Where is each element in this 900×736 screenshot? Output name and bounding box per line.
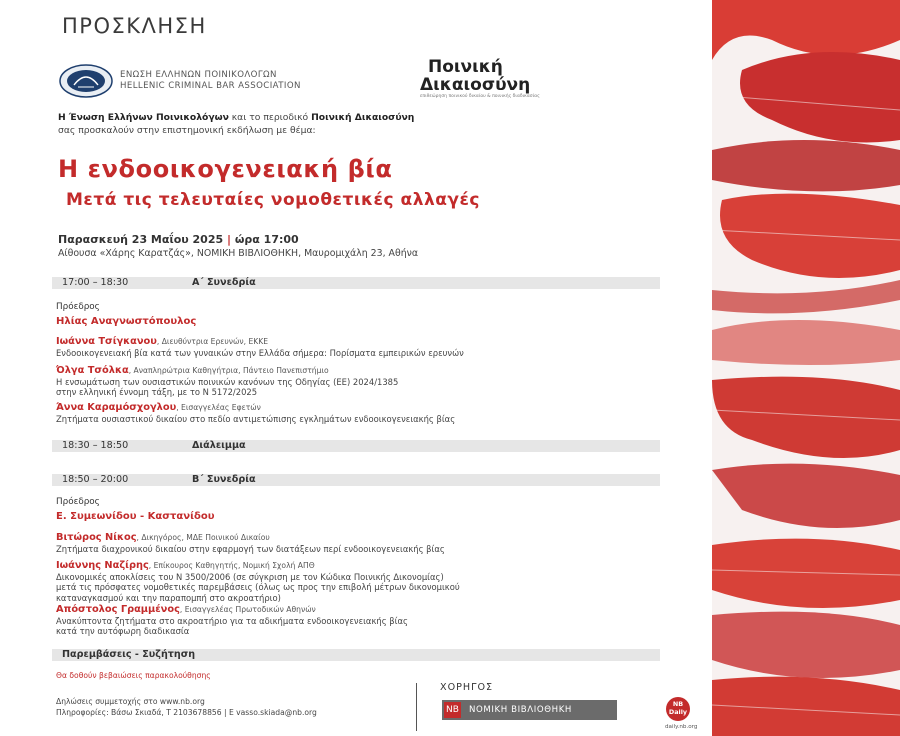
speaker-role: , Δικηγόρος, ΜΔΕ Ποινικού Δικαίου (136, 533, 270, 542)
sponsor-logo (442, 700, 617, 720)
footer-divider (416, 683, 417, 731)
date-separator: | (223, 233, 235, 246)
session2-chair-block (56, 497, 656, 522)
nb-daily-badge (666, 697, 690, 721)
speaker-name: Ιωάννης Ναζίρης (56, 560, 149, 571)
session2-bar (52, 474, 660, 486)
speaker-name: Άννα Καραμόσχογλου (56, 402, 177, 413)
intro-org: Η Ένωση Ελλήνων Ποινικολόγων (58, 112, 229, 123)
hcba-logo (58, 63, 301, 99)
certificates-note: Θα δοθούν βεβαιώσεις παρακολούθησης (56, 671, 211, 680)
speaker-block (56, 365, 656, 398)
session2-time: 18:50 – 20:00 (62, 474, 129, 485)
session2-chair-label: Πρόεδρος (56, 497, 100, 507)
session1-bar (52, 277, 660, 289)
intro-connector: και το περιοδικό (228, 112, 312, 123)
event-time: ώρα 17:00 (234, 233, 299, 246)
event-title: Η ενδοοικογενειακή βία (58, 155, 393, 183)
speaker-block (56, 336, 656, 358)
speaker-block (56, 560, 656, 603)
journal-logo-tagline: επιθεώρηση ποινικού δικαίου & ποινικής διαδικασίας (420, 94, 540, 99)
hcba-logo-line1: ΕΝΩΣΗ ΕΛΛΗΝΩΝ ΠΟΙΝΙΚΟΛΟΓΩΝ (120, 70, 277, 80)
contact-info: Πληροφορίες: Βάσω Σκιαδά, Τ 2103678856 | E vasso.skiada@nb.org (56, 708, 317, 717)
speaker-role: , Επίκουρος Καθηγητής, Νομική Σχολή ΑΠΘ (148, 561, 315, 570)
speaker-role: , Εισαγγελέας Εφετών (176, 403, 261, 412)
speaker-name: Απόστολος Γραμμένος (56, 604, 180, 615)
event-date-line (58, 233, 299, 246)
discussion-bar (52, 649, 660, 661)
speaker-topic: καταναγκασμού και την παραπομπή στο ακροατήριο) (56, 592, 281, 603)
speaker-topic: Δικονομικές αποκλίσεις του Ν 3500/2006 (σε σύγκριση με τον Κώδικα Ποινικής Δικονομίας) (56, 571, 444, 582)
speaker-topic: μετά τις πρόσφατες νομοθετικές παρεμβάσεις (όλως ως προς την επιβολή μέτρων δικονομικού (56, 582, 460, 592)
speaker-topic: Ζητήματα ουσιαστικού δικαίου στο πεδίο αντιμετώπισης εγκλημάτων ενδοοικογενειακής βίας (56, 413, 456, 424)
session1-time: 17:00 – 18:30 (62, 277, 129, 288)
sponsor-mark-icon: NB (444, 702, 461, 718)
hcba-emblem-icon (58, 63, 114, 99)
speaker-role: , Εισαγγελέας Πρωτοδικών Αθηνών (179, 605, 316, 614)
journal-logo-line1: Ποινική (428, 57, 503, 77)
nb-daily-url: daily.nb.org (665, 724, 698, 730)
session1-name: Α΄ Συνεδρία (192, 277, 256, 288)
speaker-topic: Ανακύπτοντα ζητήματα στο ακροατήριο για τα αδικήματα ενδοοικογενειακής βίας (56, 615, 408, 626)
speaker-topic: Η ενσωμάτωση των ουσιαστικών ποινικών κανόνων της Οδηγίας (ΕΕ) 2024/1385 (56, 376, 399, 387)
session1-chair-block (56, 302, 656, 327)
sponsor-label: ΧΟΡΗΓΟΣ (440, 682, 494, 693)
intro-line2: σας προσκαλούν στην επιστημονική εκδήλωση με θέμα: (58, 125, 316, 136)
nb-badge-line1: NB (672, 700, 684, 708)
brushstroke-artwork (712, 0, 900, 736)
journal-logo (414, 58, 540, 99)
event-date: Παρασκευή 23 Μαΐου 2025 (58, 233, 224, 246)
hcba-logo-line2: HELLENIC CRIMINAL BAR ASSOCIATION (120, 81, 301, 91)
speaker-name: Όλγα Τσόλκα (56, 365, 129, 376)
speaker-block (56, 402, 656, 424)
speaker-topic: κατά την αυτόφωρη διαδικασία (56, 626, 190, 636)
break-name: Διάλειμμα (192, 440, 246, 451)
session2-chair: Ε. Συμεωνίδου - Καστανίδου (56, 510, 215, 522)
discussion-name: Παρεμβάσεις - Συζήτηση (62, 649, 196, 660)
speaker-topic: στην ελληνική έννομη τάξη, με το Ν 5172/2025 (56, 387, 258, 397)
speaker-name: Βιτώρος Νίκος (56, 532, 137, 543)
break-bar (52, 440, 660, 452)
session1-chair: Ηλίας Αναγνωστόπουλος (56, 315, 197, 327)
session2-name: Β΄ Συνεδρία (192, 474, 256, 485)
event-subtitle: Μετά τις τελευταίες νομοθετικές αλλαγές (66, 190, 481, 210)
speaker-topic: Ενδοοικογενειακή βία κατά των γυναικών στην Ελλάδα σήμερα: Πορίσματα εμπειρικών ερευνών (56, 347, 464, 358)
speaker-role: , Διευθύντρια Ερευνών, ΕΚΚΕ (156, 337, 269, 346)
nb-badge-line2: Daily (668, 707, 688, 716)
speaker-block (56, 532, 656, 554)
intro-text (58, 111, 414, 137)
event-venue: Αίθουσα «Χάρης Καρατζάς», ΝΟΜΙΚΗ ΒΙΒΛΙΟΘΗΚΗ, Μαυρομιχάλη 23, Αθήνα (58, 248, 419, 259)
sponsor-name: ΝΟΜΙΚΗ ΒΙΒΛΙΟΘΗΚΗ (469, 705, 572, 715)
red-brushstroke-image (712, 0, 900, 736)
journal-logo-line2: Δικαιοσύνη (420, 75, 531, 95)
speaker-name: Ιωάννα Τσίγκανου (56, 336, 157, 347)
speaker-block (56, 604, 656, 637)
break-time: 18:30 – 18:50 (62, 440, 129, 451)
intro-journal: Ποινική Δικαιοσύνη (311, 112, 415, 123)
speaker-topic: Ζητήματα διαχρονικού δικαίου στην εφαρμογή των διατάξεων περί ενδοοικογενειακής βίας (56, 543, 445, 554)
invitation-title: ΠΡΟΣΚΛΗΣΗ (62, 14, 207, 38)
session1-chair-label: Πρόεδρος (56, 302, 100, 312)
speaker-role: , Αναπληρώτρια Καθηγήτρια, Πάντειο Πανεπιστήμιο (128, 366, 329, 375)
rsvp-note: Δηλώσεις συμμετοχής στο www.nb.org (56, 697, 205, 706)
